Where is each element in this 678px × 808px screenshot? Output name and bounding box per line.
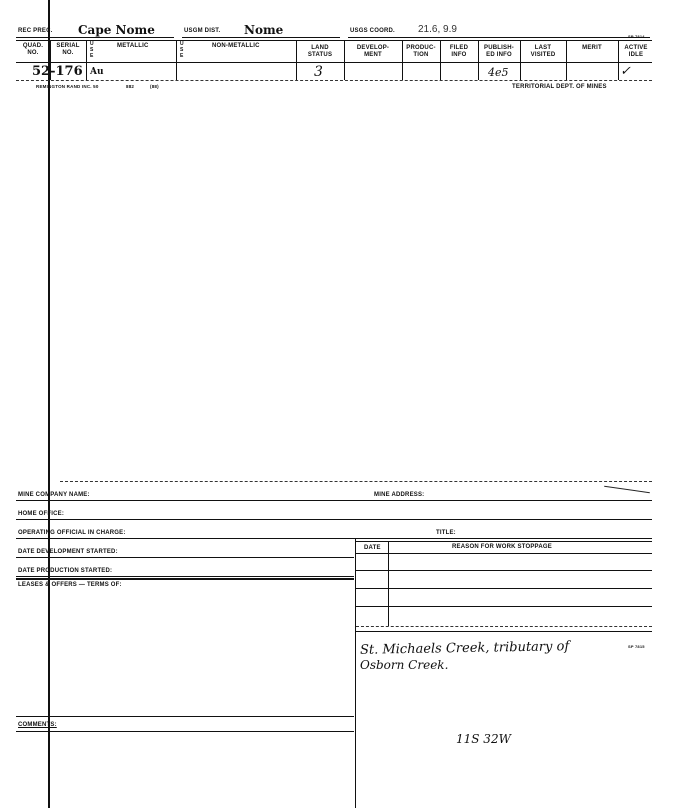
col-sep-2 <box>86 40 87 80</box>
usgs-coord-value: 21.6, 9.9 <box>418 24 457 35</box>
leases-rule <box>16 578 354 580</box>
date-development-rule <box>16 557 354 558</box>
rec-prec-underline <box>16 37 174 38</box>
usgm-dist-value: Nome <box>244 23 284 37</box>
record-active-idle: ✓ <box>620 64 631 79</box>
col-sep-11 <box>618 40 619 80</box>
stoppage-reason-header: REASON FOR WORK STOPPAGE <box>452 544 552 550</box>
title-label: TITLE: <box>436 530 456 536</box>
record-quad-no: 52-176 <box>32 64 83 79</box>
operating-official-rule <box>16 538 652 539</box>
col-use-nonmetallic: U S E <box>180 41 184 59</box>
stoppage-date-header: DATE <box>364 545 381 551</box>
comments-top-rule <box>16 716 354 717</box>
stoppage-row-5 <box>356 626 652 627</box>
usgm-dist-label: USGM DIST. <box>184 28 221 34</box>
note-township: 11S 32W <box>456 732 511 746</box>
pen-stroke <box>604 486 650 493</box>
col-filed-info: FILED INFO <box>449 45 469 58</box>
record-land-status: 3 <box>314 64 323 80</box>
col-serial-no: SERIAL NO. <box>56 43 80 56</box>
header-top-rule <box>16 40 652 41</box>
header-bottom-rule <box>16 62 652 63</box>
col-sep-5 <box>344 40 345 80</box>
usgs-coord-underline <box>348 37 650 38</box>
printer-code-1: 882 <box>126 84 135 89</box>
mine-address-label: MINE ADDRESS: <box>374 492 425 498</box>
col-last-visited: LAST VISITED <box>530 45 556 58</box>
margin-line <box>48 0 50 808</box>
col-sep-4 <box>296 40 297 80</box>
comments-rule <box>16 731 354 732</box>
home-office-rule <box>16 519 652 520</box>
date-development-label: DATE DEVELOPMENT STARTED: <box>18 549 118 555</box>
col-quad-no: QUAD. NO. <box>22 43 44 56</box>
printer-credit: REMINGTON RAND INC. 50 <box>36 84 99 89</box>
col-sep-3 <box>176 40 177 80</box>
stoppage-row-4 <box>356 606 652 607</box>
form-number-bottom: SP 7815 <box>628 644 645 649</box>
operating-official-label: OPERATING OFFICIAL IN CHARGE: <box>18 530 126 536</box>
usgm-dist-underline <box>182 37 340 38</box>
stoppage-left-border <box>355 538 356 808</box>
lower-top-rule <box>60 481 652 482</box>
note-line-1: St. Michaels Creek, tributary of <box>359 639 570 658</box>
col-merit: MERIT <box>582 45 602 51</box>
stoppage-row-3 <box>356 588 652 589</box>
col-sep-9 <box>520 40 521 80</box>
mine-company-rule <box>16 500 652 501</box>
col-sep-6 <box>402 40 403 80</box>
col-use-metallic: U S E <box>90 41 94 59</box>
col-sep-7 <box>440 40 441 80</box>
col-sep-8 <box>478 40 479 80</box>
record-bottom-rule <box>16 80 652 81</box>
stoppage-bottom-rule <box>356 631 652 632</box>
stoppage-row-1 <box>356 553 652 554</box>
col-sep-10 <box>566 40 567 80</box>
printer-code-2: (88) <box>150 84 159 89</box>
leases-offers-label: LEASES & OFFERS — TERMS OF: <box>18 582 122 588</box>
rec-prec-value: Cape Nome <box>78 23 155 37</box>
col-active-idle: ACTIVE IDLE <box>624 45 648 58</box>
col-non-metallic: NON-METALLIC <box>212 43 260 49</box>
stoppage-top-rule <box>356 541 652 542</box>
comments-label: COMMENTS: <box>18 722 57 728</box>
usgs-coord-label: USGS COORD. <box>350 28 395 34</box>
form-number-top: SP 7814 <box>628 34 645 39</box>
department-name: TERRITORIAL DEPT. OF MINES <box>512 84 607 90</box>
date-production-rule <box>16 576 354 577</box>
col-development: DEVELOP- MENT <box>356 45 390 58</box>
record-published-info: 4e5 <box>488 66 509 79</box>
col-metallic: METALLIC <box>117 43 149 49</box>
rec-prec-label: REC PREC. <box>18 28 53 34</box>
note-line-2: Osborn Creek. <box>360 658 449 672</box>
stoppage-row-2 <box>356 570 652 571</box>
col-production: PRODUC- TION <box>406 45 436 58</box>
col-published-info: PUBLISH- ED INFO <box>484 45 514 58</box>
home-office-label: HOME OFFICE: <box>18 511 65 517</box>
record-metallic: Au <box>90 67 104 77</box>
date-production-label: DATE PRODUCTION STARTED: <box>18 568 113 574</box>
mine-company-name-label: MINE COMPANY NAME: <box>18 492 90 498</box>
col-land-status: LAND STATUS <box>307 45 333 58</box>
